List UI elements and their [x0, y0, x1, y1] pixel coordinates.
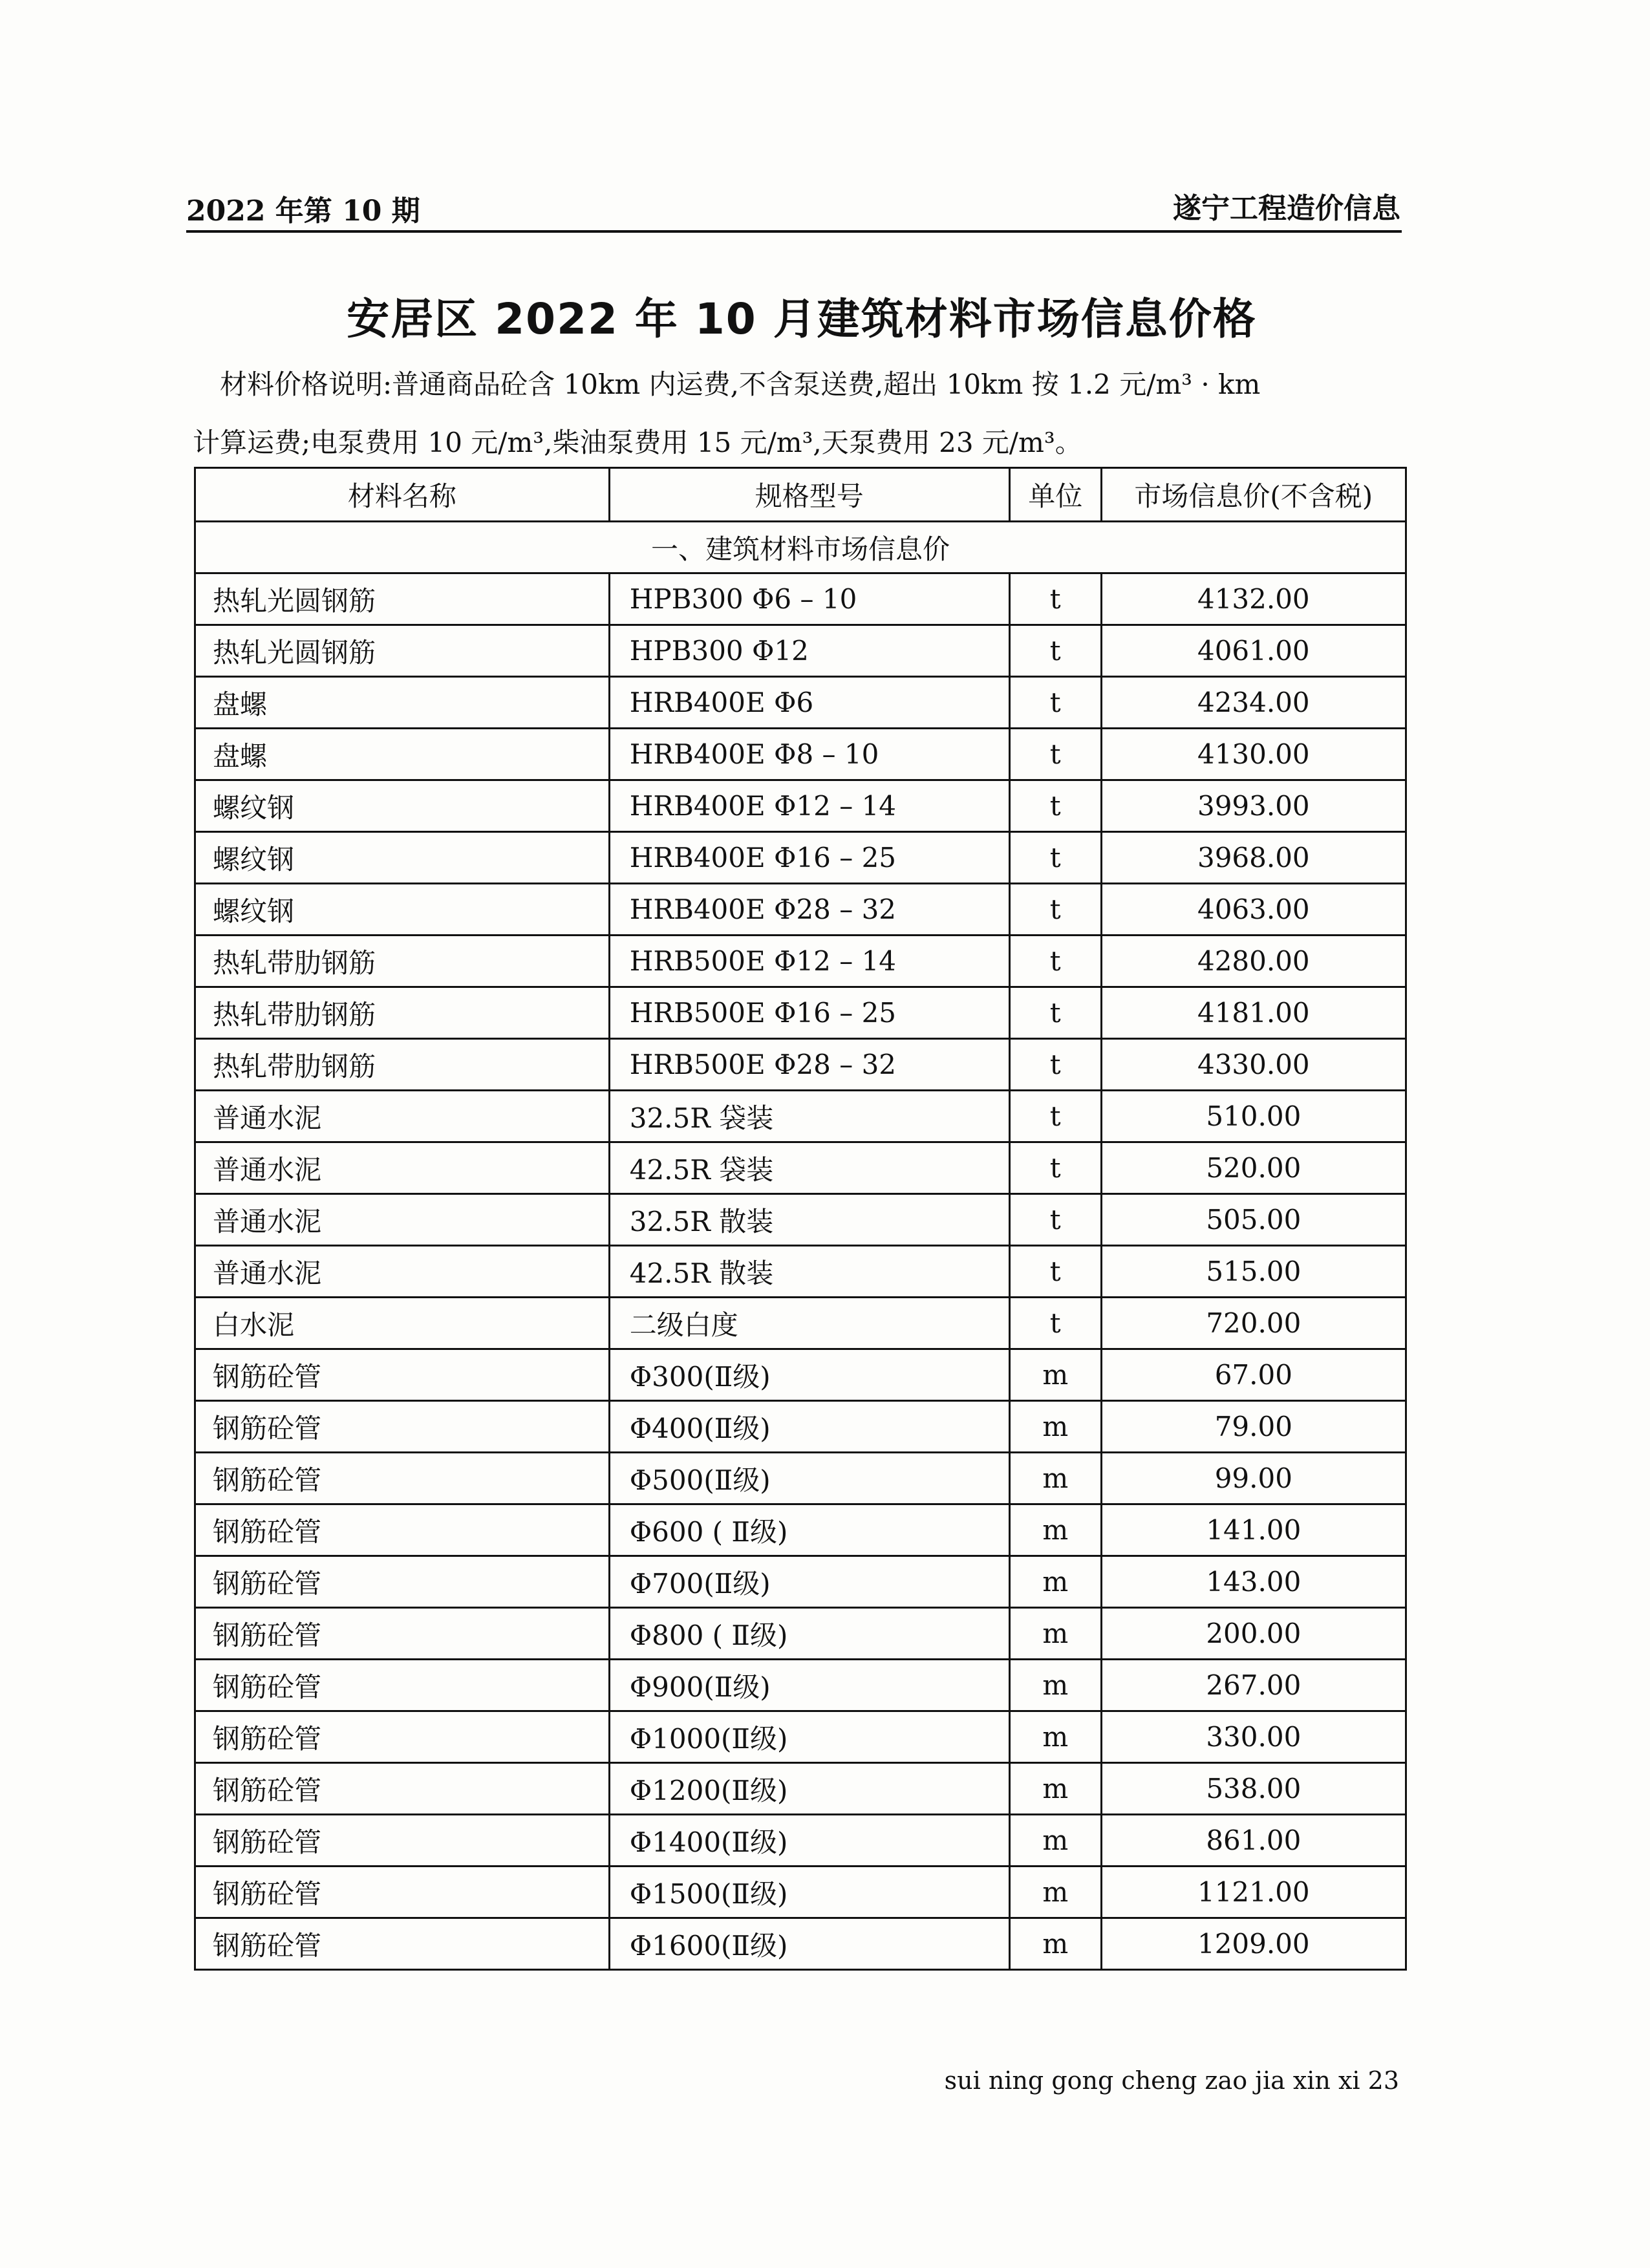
material-name-cell: 钢筋砼管: [195, 1349, 610, 1401]
table-row: [195, 1246, 1406, 1298]
section-title: 一、建筑材料市场信息价: [195, 522, 1406, 573]
spec-cell: 32.5R 袋装: [609, 1091, 1009, 1142]
unit-cell: m: [1009, 1608, 1101, 1660]
unit-cell: t: [1009, 936, 1101, 987]
spec-cell: HRB500E Φ12 – 14: [609, 936, 1009, 987]
table-row: [195, 1142, 1406, 1194]
price-note-line-1: 材料价格说明:普通商品砼含 10km 内运费,不含泵送费,超出 10km 按 1.2 元/m³ · km: [220, 369, 1261, 400]
unit-cell: m: [1009, 1660, 1101, 1711]
material-name-cell: 盘螺: [195, 729, 610, 780]
unit-cell: m: [1009, 1711, 1101, 1763]
price-cell: 4280.00: [1101, 936, 1406, 987]
table-row: [195, 1298, 1406, 1349]
table-row: [195, 1039, 1406, 1091]
table-row: [195, 1091, 1406, 1142]
price-cell: 4330.00: [1101, 1039, 1406, 1091]
section-row: [195, 522, 1406, 573]
table-header-row: [195, 468, 1406, 522]
table-row: [195, 1453, 1406, 1504]
price-cell: 861.00: [1101, 1815, 1406, 1867]
unit-cell: t: [1009, 1194, 1101, 1246]
unit-cell: m: [1009, 1815, 1101, 1867]
spec-cell: 二级白度: [609, 1298, 1009, 1349]
price-note-line-2: 计算运费;电泵费用 10 元/m³,柴油泵费用 15 元/m³,天泵费用 23 元/m³。: [193, 427, 1082, 458]
unit-cell: t: [1009, 729, 1101, 780]
material-name-cell: 钢筋砼管: [195, 1401, 610, 1453]
table-row: [195, 573, 1406, 625]
header-unit: 单位: [1009, 468, 1101, 522]
table-row: [195, 1711, 1406, 1763]
material-name-cell: 螺纹钢: [195, 780, 610, 832]
price-cell: 720.00: [1101, 1298, 1406, 1349]
material-name-cell: 普通水泥: [195, 1246, 610, 1298]
spec-cell: Φ1200(Ⅱ级): [609, 1763, 1009, 1815]
unit-cell: t: [1009, 1246, 1101, 1298]
table-row: [195, 832, 1406, 884]
spec-cell: HRB500E Φ16 – 25: [609, 987, 1009, 1039]
spec-cell: Φ500(Ⅱ级): [609, 1453, 1009, 1504]
table-row: [195, 625, 1406, 677]
table-row: [195, 729, 1406, 780]
unit-cell: t: [1009, 987, 1101, 1039]
material-name-cell: 普通水泥: [195, 1194, 610, 1246]
price-cell: 510.00: [1101, 1091, 1406, 1142]
unit-cell: m: [1009, 1504, 1101, 1556]
material-name-cell: 钢筋砼管: [195, 1608, 610, 1660]
material-name-cell: 热轧带肋钢筋: [195, 987, 610, 1039]
spec-cell: 42.5R 散装: [609, 1246, 1009, 1298]
spec-cell: HRB500E Φ28 – 32: [609, 1039, 1009, 1091]
unit-cell: m: [1009, 1453, 1101, 1504]
spec-cell: Φ900(Ⅱ级): [609, 1660, 1009, 1711]
price-cell: 143.00: [1101, 1556, 1406, 1608]
unit-cell: m: [1009, 1867, 1101, 1918]
unit-cell: t: [1009, 780, 1101, 832]
unit-cell: t: [1009, 573, 1101, 625]
price-cell: 330.00: [1101, 1711, 1406, 1763]
unit-cell: m: [1009, 1401, 1101, 1453]
price-cell: 1121.00: [1101, 1867, 1406, 1918]
page-footer: sui ning gong cheng zao jia xin xi 23: [944, 2066, 1399, 2095]
material-name-cell: 钢筋砼管: [195, 1660, 610, 1711]
table-row: [195, 1763, 1406, 1815]
spec-cell: HRB400E Φ8 – 10: [609, 729, 1009, 780]
material-name-cell: 普通水泥: [195, 1142, 610, 1194]
spec-cell: HRB400E Φ6: [609, 677, 1009, 729]
price-cell: 520.00: [1101, 1142, 1406, 1194]
table-row: [195, 1608, 1406, 1660]
spec-cell: HPB300 Φ12: [609, 625, 1009, 677]
price-cell: 4061.00: [1101, 625, 1406, 677]
unit-cell: t: [1009, 1142, 1101, 1194]
unit-cell: m: [1009, 1763, 1101, 1815]
price-cell: 538.00: [1101, 1763, 1406, 1815]
table-row: [195, 1918, 1406, 1970]
price-note: [193, 356, 1408, 472]
table-row: [195, 1867, 1406, 1918]
spec-cell: Φ1000(Ⅱ级): [609, 1711, 1009, 1763]
header-spec: 规格型号: [609, 468, 1009, 522]
table-row: [195, 677, 1406, 729]
material-name-cell: 钢筋砼管: [195, 1556, 610, 1608]
material-name-cell: 钢筋砼管: [195, 1918, 610, 1970]
material-name-cell: 钢筋砼管: [195, 1453, 610, 1504]
material-name-cell: 螺纹钢: [195, 884, 610, 936]
price-cell: 505.00: [1101, 1194, 1406, 1246]
table-row: [195, 1556, 1406, 1608]
price-cell: 4181.00: [1101, 987, 1406, 1039]
table-row: [195, 780, 1406, 832]
header-material-name: 材料名称: [195, 468, 610, 522]
price-cell: 515.00: [1101, 1246, 1406, 1298]
spec-cell: Φ1400(Ⅱ级): [609, 1815, 1009, 1867]
price-cell: 67.00: [1101, 1349, 1406, 1401]
table-row: [195, 936, 1406, 987]
spec-cell: 32.5R 散装: [609, 1194, 1009, 1246]
header-divider: [186, 230, 1402, 233]
spec-cell: Φ700(Ⅱ级): [609, 1556, 1009, 1608]
page-title: 安居区 2022 年 10 月建筑材料市场信息价格: [347, 294, 1257, 344]
material-name-cell: 钢筋砼管: [195, 1711, 610, 1763]
table-row: [195, 1815, 1406, 1867]
unit-cell: t: [1009, 1091, 1101, 1142]
unit-cell: t: [1009, 832, 1101, 884]
material-name-cell: 螺纹钢: [195, 832, 610, 884]
spec-cell: Φ400(Ⅱ级): [609, 1401, 1009, 1453]
unit-cell: t: [1009, 1039, 1101, 1091]
unit-cell: t: [1009, 1298, 1101, 1349]
material-name-cell: 钢筋砼管: [195, 1867, 610, 1918]
table-row: [195, 884, 1406, 936]
spec-cell: HRB400E Φ12 – 14: [609, 780, 1009, 832]
unit-cell: t: [1009, 884, 1101, 936]
publication-name: 遂宁工程造价信息: [1173, 192, 1400, 225]
spec-cell: HRB400E Φ16 – 25: [609, 832, 1009, 884]
material-name-cell: 钢筋砼管: [195, 1763, 610, 1815]
table-row: [195, 1349, 1406, 1401]
price-cell: 200.00: [1101, 1608, 1406, 1660]
price-cell: 3968.00: [1101, 832, 1406, 884]
material-name-cell: 热轧带肋钢筋: [195, 936, 610, 987]
table-row: [195, 1504, 1406, 1556]
material-name-cell: 白水泥: [195, 1298, 610, 1349]
spec-cell: HRB400E Φ28 – 32: [609, 884, 1009, 936]
price-cell: 3993.00: [1101, 780, 1406, 832]
unit-cell: m: [1009, 1918, 1101, 1970]
unit-cell: m: [1009, 1349, 1101, 1401]
price-cell: 4130.00: [1101, 729, 1406, 780]
material-name-cell: 钢筋砼管: [195, 1815, 610, 1867]
price-cell: 267.00: [1101, 1660, 1406, 1711]
header-price: 市场信息价(不含税): [1101, 468, 1406, 522]
price-cell: 4132.00: [1101, 573, 1406, 625]
spec-cell: Φ1500(Ⅱ级): [609, 1867, 1009, 1918]
price-table: [194, 467, 1407, 1971]
price-cell: 99.00: [1101, 1453, 1406, 1504]
table-row: [195, 1660, 1406, 1711]
material-name-cell: 盘螺: [195, 677, 610, 729]
material-name-cell: 钢筋砼管: [195, 1504, 610, 1556]
table-row: [195, 987, 1406, 1039]
unit-cell: t: [1009, 677, 1101, 729]
material-name-cell: 普通水泥: [195, 1091, 610, 1142]
spec-cell: 42.5R 袋装: [609, 1142, 1009, 1194]
spec-cell: HPB300 Φ6 – 10: [609, 573, 1009, 625]
spec-cell: Φ800 ( Ⅱ级): [609, 1608, 1009, 1660]
price-cell: 4063.00: [1101, 884, 1406, 936]
price-cell: 79.00: [1101, 1401, 1406, 1453]
price-cell: 141.00: [1101, 1504, 1406, 1556]
material-name-cell: 热轧光圆钢筋: [195, 573, 610, 625]
spec-cell: Φ300(Ⅱ级): [609, 1349, 1009, 1401]
table-row: [195, 1401, 1406, 1453]
unit-cell: m: [1009, 1556, 1101, 1608]
spec-cell: Φ1600(Ⅱ级): [609, 1918, 1009, 1970]
material-name-cell: 热轧带肋钢筋: [195, 1039, 610, 1091]
issue-label: 2022 年第 10 期: [186, 195, 420, 228]
price-cell: 4234.00: [1101, 677, 1406, 729]
unit-cell: t: [1009, 625, 1101, 677]
price-cell: 1209.00: [1101, 1918, 1406, 1970]
material-name-cell: 热轧光圆钢筋: [195, 625, 610, 677]
table-row: [195, 1194, 1406, 1246]
spec-cell: Φ600 ( Ⅱ级): [609, 1504, 1009, 1556]
